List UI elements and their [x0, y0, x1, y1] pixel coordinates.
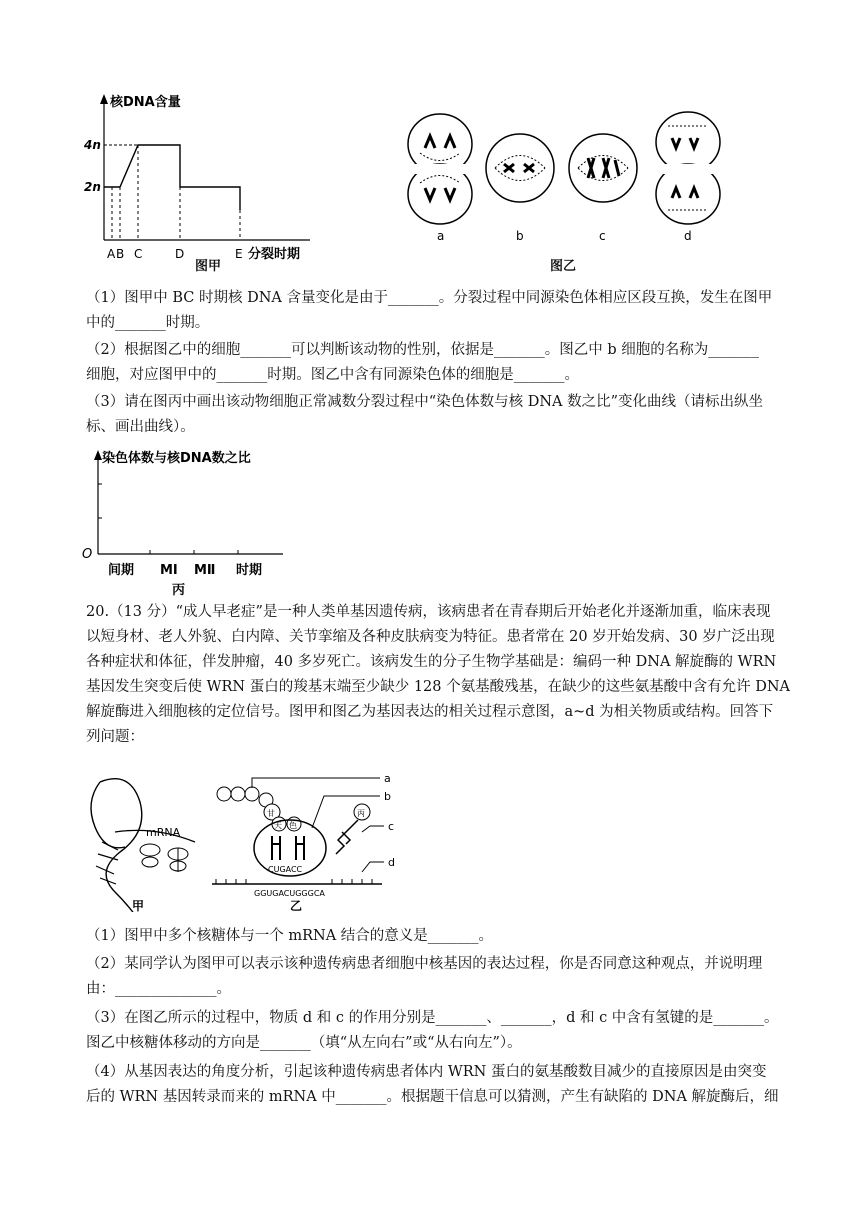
- cell-d: [656, 112, 720, 243]
- q20-p2-line: 由：______________。: [86, 981, 231, 997]
- cell-d-label: d: [684, 229, 692, 243]
- bing-xtick-period: 时期: [236, 563, 263, 578]
- jia-ytick-2n: 2n: [84, 180, 101, 194]
- jia-ytick-4n: 4n: [84, 138, 101, 152]
- label-a: a: [384, 772, 391, 785]
- q20-intro-line: 解旋酶进入细胞核的定位信号。图甲和图乙为基因表达的相关过程示意图，a~d 为相关物质或结构。回答下: [86, 704, 774, 720]
- mrna-seq: GGUGACUGGGCA: [254, 889, 325, 898]
- figure-yi-caption: 图乙: [550, 259, 577, 274]
- bing-xtick-m1: MⅠ: [160, 563, 178, 578]
- cell-a: [408, 114, 472, 243]
- q20-p2-line: （2）某同学认为图甲可以表示该种遗传病患者细胞中核基因的表达过程，你是否同意这种观点，并说明理: [86, 956, 763, 972]
- cell-b: [486, 134, 554, 243]
- q20-intro-line: 列问题：: [86, 729, 144, 745]
- figure-20-yi: [212, 772, 402, 912]
- q19-part3: [86, 390, 786, 440]
- cell-c: [569, 134, 637, 243]
- jia-xtick-b: B: [116, 247, 125, 261]
- jia-x-axis-label: 分裂时期: [248, 247, 301, 262]
- cell-b-label: b: [516, 229, 524, 243]
- bing-caption: 丙: [172, 583, 186, 598]
- jia-y-axis-label: 核DNA含量: [110, 95, 181, 110]
- cell-c-label: c: [599, 229, 606, 243]
- q19-p2-line: 细胞，对应图甲中的_______时期。图乙中含有同源染色体的细胞是_______。: [86, 367, 579, 383]
- aa-tian-label: 天: [274, 821, 282, 830]
- q20-part3: [86, 1006, 786, 1056]
- figure-20-yi-caption: 乙: [290, 899, 303, 912]
- aa-se-label: 色: [289, 821, 297, 830]
- bing-y-axis-label: 染色体数与核DNA数之比: [102, 451, 251, 466]
- label-d: d: [388, 856, 395, 869]
- q20-part2: [86, 952, 786, 1002]
- jia-xtick-d: D: [175, 247, 185, 261]
- figure-20-jia-caption: 甲: [132, 899, 145, 912]
- q19-part1: [86, 286, 786, 336]
- figure-jia-graph: [80, 92, 320, 272]
- q19-p1-line: （1）图甲中 BC 时期核 DNA 含量变化是由于_______。分裂过程中同源染色体相应区段互换，发生在图甲: [86, 290, 773, 306]
- q20-p1-line: （1）图甲中多个核糖体与一个 mRNA 结合的意义是_______。: [86, 928, 494, 944]
- q20-part4: [86, 1060, 786, 1110]
- q20-intro: [86, 600, 791, 750]
- jia-xtick-c: C: [134, 247, 143, 261]
- q20-intro-line: 20.（13 分）“成人早老症”是一种人类单基因遗传病，该病患者在青春期后开始老化并逐渐加重，临床表现: [86, 604, 771, 620]
- figure-jia-caption: 图甲: [195, 259, 222, 274]
- bing-xtick-interphase: 间期: [108, 563, 135, 578]
- aa-bing-label: 丙: [357, 809, 365, 818]
- q20-p3-line: （3）在图乙所示的过程中，物质 d 和 c 的作用分别是_______、_______，d 和 c 中含有氢键的是_______。: [86, 1010, 779, 1026]
- bing-xtick-m2: MⅡ: [194, 563, 216, 578]
- q20-intro-line: 以短身材、老人外貌、白内障、关节挛缩及各种皮肤病变为特征。患者常在 20 岁开始发病、30 岁广泛出现: [86, 629, 775, 645]
- jia-xtick-e: E: [235, 247, 243, 261]
- q19-p3-line: （3）请在图丙中画出该动物细胞正常减数分裂过程中“染色体数与核 DNA 数之比”变化曲线（请标出纵坐: [86, 394, 764, 410]
- q20-part1: [86, 924, 786, 949]
- bing-origin: O: [82, 547, 93, 562]
- aa-gan-label: 甘: [267, 809, 275, 818]
- q20-p4-line: （4）从基因表达的角度分析，引起该种遗传病患者体内 WRN 蛋白的氨基酸数目减少的直接原因是由突变: [86, 1064, 767, 1080]
- q20-p3-line: 图乙中核糖体移动的方向是_______（填“从左向右”或“从右向左”）。: [86, 1035, 522, 1051]
- cell-a-label: a: [437, 229, 445, 243]
- jia-xtick-a: A: [107, 247, 116, 261]
- figure-yi-cells: [400, 108, 730, 248]
- q20-p4-line: 后的 WRN 基因转录而来的 mRNA 中_______。根据题干信息可以猜测，产生有缺陷的 DNA 解旋酶后，细: [86, 1089, 779, 1105]
- q19-part2: [86, 338, 786, 388]
- figure-bing-axes: [78, 446, 298, 606]
- anticodon-seq: CUGACC: [268, 865, 303, 874]
- q19-p2-line: （2）根据图乙中的细胞_______可以判断该动物的性别，依据是_______。图乙中 b 细胞的名称为_______: [86, 342, 759, 358]
- q19-p3-line: 标、画出曲线）。: [86, 419, 195, 435]
- mrna-label: mRNA: [146, 826, 181, 839]
- q19-p1-line: 中的_______时期。: [86, 315, 210, 331]
- label-c: c: [388, 820, 395, 833]
- label-b: b: [384, 790, 391, 803]
- q20-intro-line: 各种症状和体征，伴发肿瘤，40 多岁死亡。该病发生的分子生物学基础是：编码一种 DNA 解旋酶的 WRN: [86, 654, 777, 670]
- figure-20-jia: [80, 772, 210, 912]
- q20-intro-line: 基因发生突变后使 WRN 蛋白的羧基末端至少缺少 128 个氨基酸残基，在缺少的这些氨基酸中含有允许 DNA: [86, 679, 791, 695]
